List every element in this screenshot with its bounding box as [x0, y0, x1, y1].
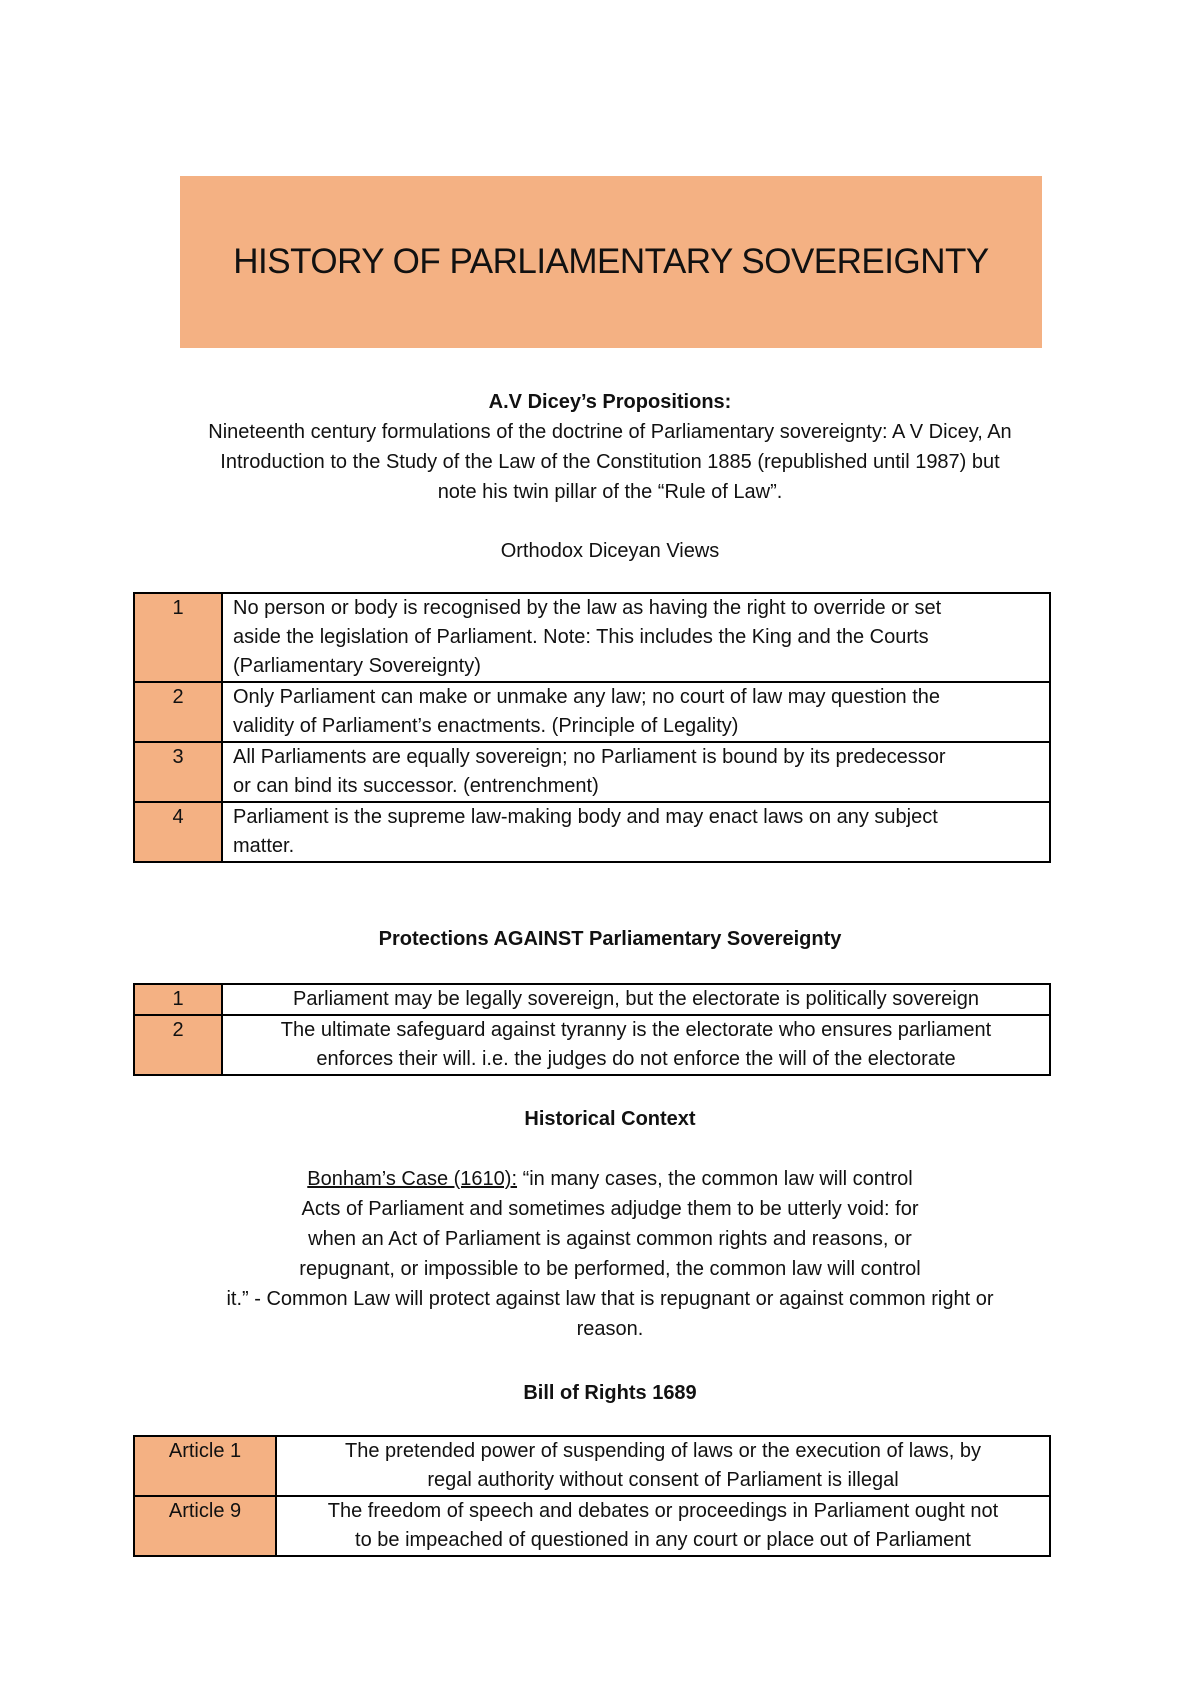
dicey-intro-line: note his twin pillar of the “Rule of Law”.	[437, 481, 783, 503]
row-text-line: The pretended power of suspending of laws or the execution of laws, by	[345, 1440, 981, 1462]
row-number: 3	[134, 742, 222, 802]
row-text-line: aside the legislation of Parliament. Note: This includes the King and the Courts	[233, 626, 929, 648]
row-text-line: All Parliaments are equally sovereign; no Parliament is bound by its predecessor	[233, 746, 946, 768]
row-text	[276, 1436, 1050, 1496]
row-text-line: Parliament is the supreme law-making body and may enact laws on any subject	[233, 806, 938, 828]
protections-table	[133, 983, 1051, 1076]
row-number: 2	[134, 682, 222, 742]
bill-of-rights-table	[133, 1435, 1051, 1557]
bonham-line: repugnant, or impossible to be performed, the common law will control	[299, 1258, 921, 1280]
bonham-line	[130, 1164, 1090, 1194]
row-text-line: The freedom of speech and debates or proceedings in Parliament ought not	[327, 1500, 999, 1522]
bonham-line: when an Act of Parliament is against common rights and reasons, or	[308, 1228, 912, 1250]
row-number: 2	[134, 1015, 222, 1075]
table-row	[134, 682, 1050, 742]
table-row	[134, 1496, 1050, 1556]
diceyan-views-table	[133, 592, 1051, 863]
table-row	[134, 1436, 1050, 1496]
table-row	[134, 1015, 1050, 1075]
case-name: Bonham’s Case (1610):	[307, 1168, 518, 1190]
row-text-line: No person or body is recognised by the law as having the right to override or set	[233, 597, 942, 619]
dicey-intro	[130, 417, 1090, 507]
row-text	[222, 984, 1050, 1015]
row-text-line: regal authority without consent of Parliament is illegal	[427, 1469, 899, 1491]
row-number: 1	[134, 984, 222, 1015]
row-text	[222, 682, 1050, 742]
row-text-line: or can bind its successor. (entrenchment)	[233, 775, 599, 797]
bonham-line: reason.	[576, 1318, 644, 1340]
title-banner	[180, 176, 1042, 348]
row-text-line: to be impeached of questioned in any court or place out of Parliament	[355, 1529, 971, 1551]
bonham-line: it.” - Common Law will protect against law that is repugnant or against common right or	[226, 1288, 994, 1310]
row-text	[222, 593, 1050, 682]
row-number: 4	[134, 802, 222, 862]
historical-heading: Historical Context	[524, 1108, 696, 1130]
row-text	[222, 742, 1050, 802]
bonham-line: Acts of Parliament and sometimes adjudge them to be utterly void: for	[301, 1198, 919, 1220]
table-row	[134, 984, 1050, 1015]
protections-heading: Protections AGAINST Parliamentary Sovereignty	[378, 928, 842, 950]
dicey-intro-line: Introduction to the Study of the Law of the Constitution 1885 (republished until 1987) but	[220, 451, 1000, 473]
quote-text: “in many cases, the common law will control	[517, 1168, 913, 1190]
table-row	[134, 802, 1050, 862]
page-title: HISTORY OF PARLIAMENTARY SOVEREIGNTY	[233, 242, 989, 281]
article-label: Article 9	[134, 1496, 276, 1556]
row-text-line: (Parliamentary Sovereignty)	[233, 655, 481, 677]
row-text-line: enforces their will. i.e. the judges do not enforce the will of the electorate	[316, 1048, 956, 1070]
row-text-line: The ultimate safeguard against tyranny is the electorate who ensures parliament	[280, 1019, 992, 1041]
row-text-line: matter.	[233, 835, 295, 857]
row-text-line: Only Parliament can make or unmake any law; no court of law may question the	[233, 686, 941, 708]
row-text	[222, 1015, 1050, 1075]
row-text	[276, 1496, 1050, 1556]
row-text	[222, 802, 1050, 862]
dicey-heading: A.V Dicey’s Propositions:	[488, 391, 732, 413]
row-text-line: validity of Parliament’s enactments. (Principle of Legality)	[233, 715, 739, 737]
dicey-intro-line: Nineteenth century formulations of the doctrine of Parliamentary sovereignty: A V Dicey, An	[208, 421, 1012, 443]
views-heading: Orthodox Diceyan Views	[500, 540, 720, 562]
article-label: Article 1	[134, 1436, 276, 1496]
bill-of-rights-heading: Bill of Rights 1689	[523, 1382, 697, 1404]
row-text-line: Parliament may be legally sovereign, but the electorate is politically sovereign	[293, 988, 979, 1010]
bonham-quote	[130, 1164, 1090, 1344]
row-number: 1	[134, 593, 222, 682]
table-row	[134, 742, 1050, 802]
table-row	[134, 593, 1050, 682]
